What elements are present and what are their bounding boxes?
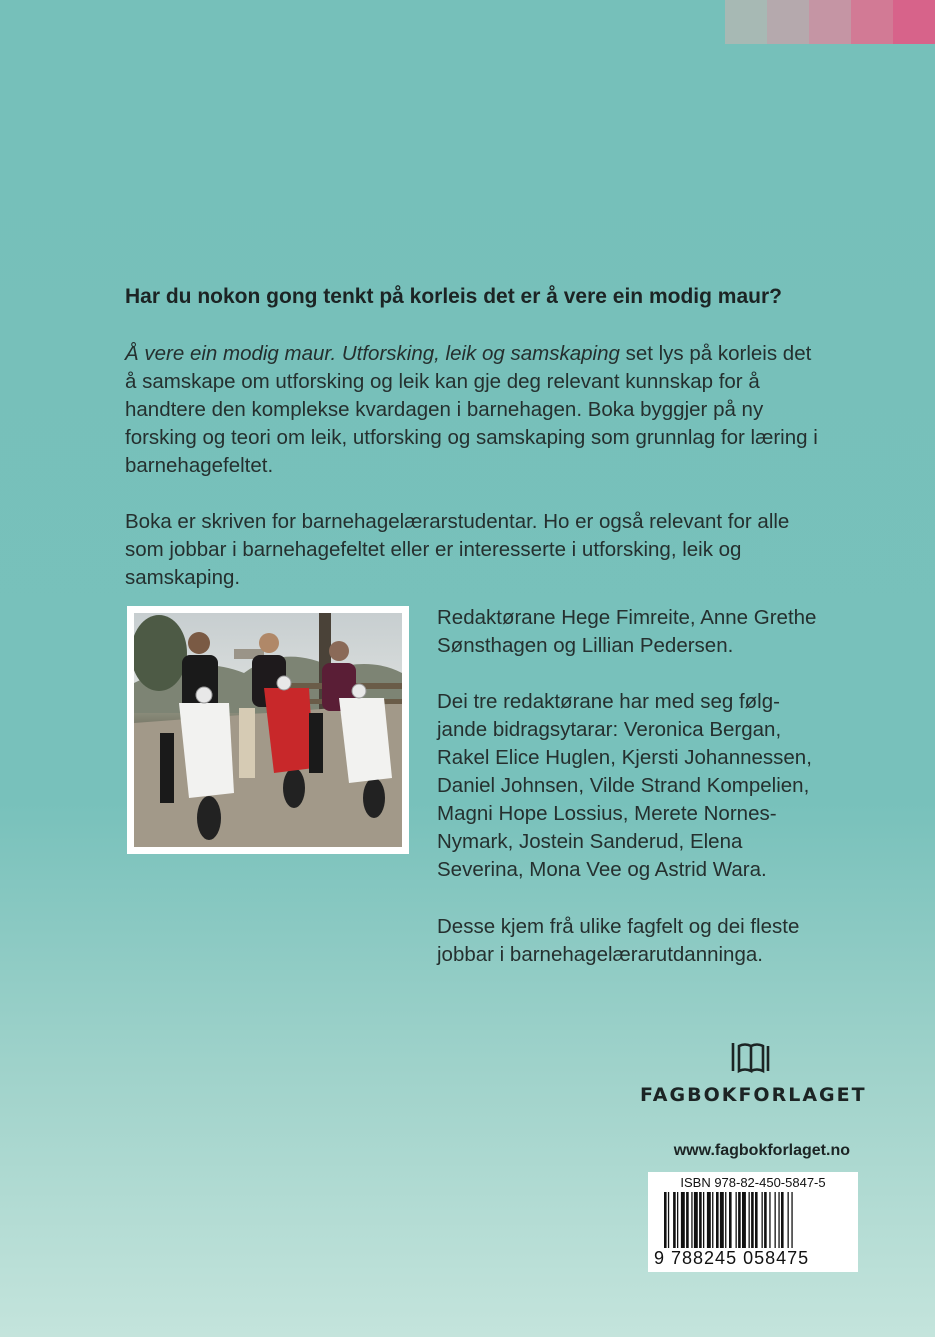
barcode-bar (686, 1192, 689, 1248)
editors-text: Redaktørane Hege Fimreite, Anne Grethe Sønsthagen og Lillian Pedersen. (437, 606, 817, 657)
swatch (851, 0, 893, 44)
contributors-text: Dei tre redaktørane har med seg følg-jande bidragsytarar: Veronica Bergan, Rakel Elice Huglen, Kjersti Johannessen, Daniel Johnsen, Vilde Strand Kompelien, Magni Hope Lossius, Merete Nornes-Nymark, Jostein Sanderud, Elena Severina, Mona Vee og Astrid Wara. (437, 690, 812, 881)
scooter-photo-illustration (134, 613, 402, 847)
swatch (767, 0, 809, 44)
editors-photo-frame (127, 606, 409, 854)
barcode-bar (699, 1192, 702, 1248)
isbn-label: ISBN 978-82-450-5847-5 (680, 1175, 826, 1190)
barcode-bar (762, 1192, 763, 1248)
barcode-bar (755, 1192, 758, 1248)
publisher-logo (640, 1040, 867, 1120)
barcode-bar (664, 1192, 667, 1248)
swatch (725, 0, 767, 44)
fields-text: Desse kjem frå ulike fagfelt og dei fleste jobbar i barnehagelærarutdanninga. (437, 915, 800, 966)
barcode-bar (769, 1192, 770, 1248)
barcode-bar (677, 1192, 678, 1248)
audience-paragraph: Boka er skriven for barnehagelærarstudentar. Ho er også relevant for alle som jobbar i barnehagefeltet eller er interesserte i utforsking, leik og samskaping. (125, 510, 790, 589)
barcode-bar (712, 1192, 713, 1248)
barcode-bar (668, 1192, 669, 1248)
barcode-bar (681, 1192, 685, 1248)
barcode-bar (729, 1192, 732, 1248)
barcode-bar (736, 1192, 737, 1248)
publisher-url: www.fagbokforlaget.no (673, 1142, 850, 1159)
barcode-bar (764, 1192, 767, 1248)
publisher-name: FAGBOKFORLAGET (640, 1084, 867, 1106)
barcode-box (648, 1172, 858, 1272)
barcode-bar (707, 1192, 711, 1248)
barcode-bar (788, 1192, 789, 1248)
barcode-bar (673, 1192, 676, 1248)
barcode-digits: 9 788245 058475 (654, 1248, 810, 1268)
book-logo-icon (730, 1040, 772, 1074)
barcode-bar (791, 1192, 792, 1248)
barcode-bar (725, 1192, 726, 1248)
barcode-bar (778, 1192, 779, 1248)
barcode-bar (775, 1192, 776, 1248)
headline: Har du nokon gong tenkt på korleis det er å vere ein modig maur? (125, 285, 782, 308)
book-title-italic: Å vere ein modig maur. Utforsking, leik og samskaping (125, 342, 620, 365)
barcode-bar (694, 1192, 698, 1248)
swatch (893, 0, 935, 44)
barcode-bar (716, 1192, 719, 1248)
barcode-bar (751, 1192, 754, 1248)
color-swatches (725, 0, 935, 44)
barcode-bar (703, 1192, 704, 1248)
editors-photo (134, 613, 402, 847)
barcode-bar (691, 1192, 692, 1248)
barcode-bar (738, 1192, 741, 1248)
intro-paragraph (125, 340, 825, 480)
barcode (654, 1192, 852, 1248)
barcode-bar (781, 1192, 784, 1248)
swatch (809, 0, 851, 44)
barcode-bar (749, 1192, 750, 1248)
intro-text: set lys på korleis det å samskape om utforsking og leik kan gje deg relevant kunnskap for å handtere den komplekse kvardagen i barnehagen. Boka byggjer på ny forsking og teori om leik, utforsking og samskaping som grunnlag for læring i barnehagefeltet. (125, 342, 818, 477)
barcode-bar (720, 1192, 724, 1248)
barcode-bar (742, 1192, 746, 1248)
